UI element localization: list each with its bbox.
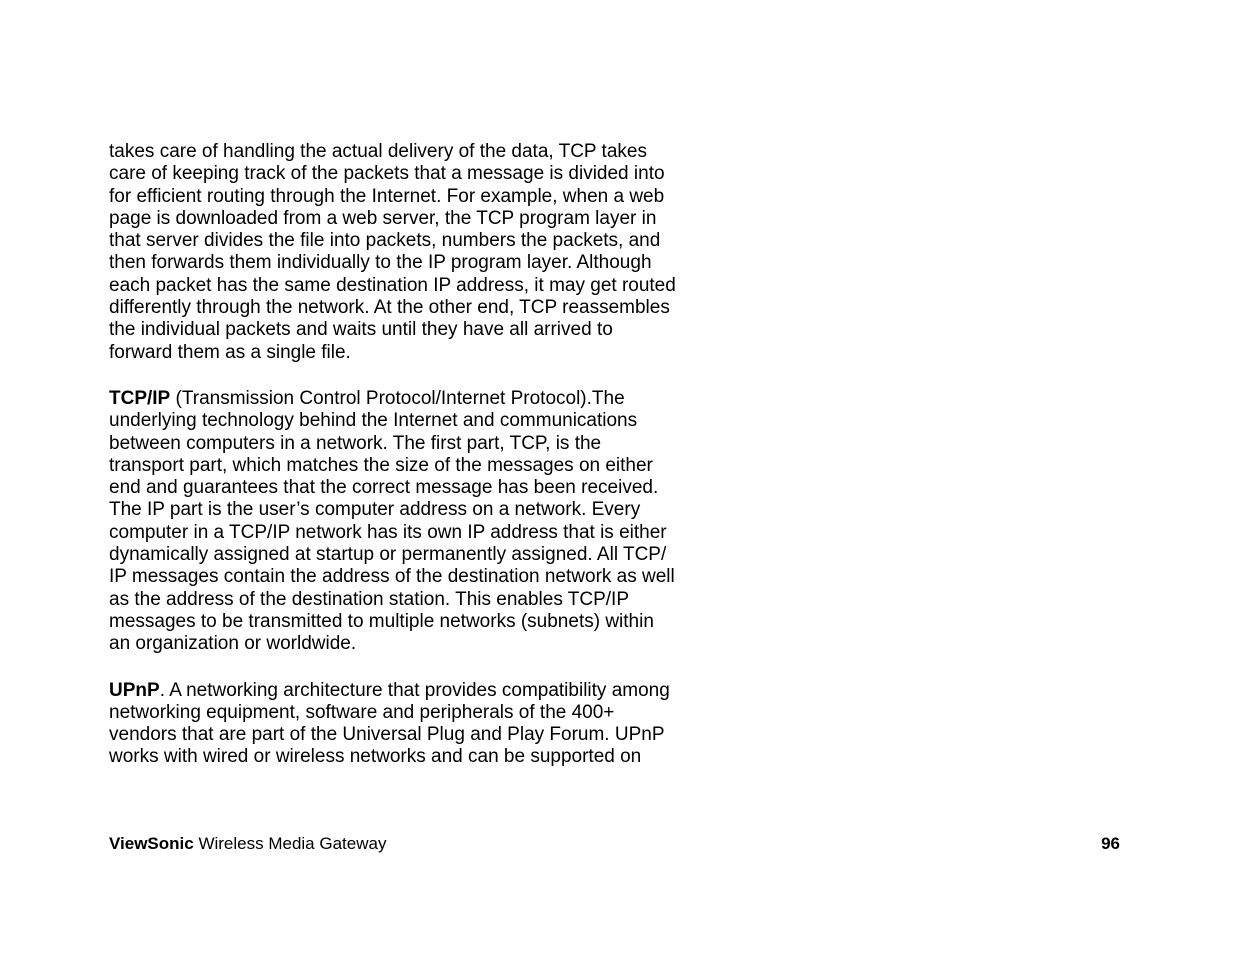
text-line: an organization or worldwide.: [109, 633, 357, 655]
text-line: end and guarantees that the correct message has been received.: [109, 477, 659, 499]
text-line: then forwards them individually to the IP program layer. Although: [109, 252, 652, 274]
document-body: [109, 141, 709, 793]
text-line: [109, 680, 709, 702]
paragraph-tcp-ip: [109, 388, 709, 656]
glossary-term: UPnP: [109, 679, 160, 701]
page-footer: [109, 833, 1120, 855]
glossary-term: TCP/IP: [109, 387, 171, 409]
paragraph-tcp-continued: [109, 141, 709, 364]
text-line: for efficient routing through the Internet. For example, when a web: [109, 185, 665, 207]
definition-text: (Transmission Control Protocol/Internet Protocol).The: [170, 387, 625, 409]
text-line: vendors that are part of the Universal Plug and Play Forum. UPnP: [109, 724, 665, 746]
text-line: page is downloaded from a web server, the TCP program layer in: [109, 207, 657, 229]
text-line: dynamically assigned at startup or permanently assigned. All TCP/: [109, 544, 667, 566]
text-line: takes care of handling the actual delivery of the data, TCP takes: [109, 141, 647, 162]
footer-product: Wireless Media Gateway: [193, 834, 387, 853]
text-line: each packet has the same destination IP address, it may get routed: [109, 274, 676, 296]
definition-text: . A networking architecture that provides compatibility among: [159, 679, 670, 701]
text-line: the individual packets and waits until they have all arrived to: [109, 319, 613, 341]
text-line: works with wired or wireless networks and can be supported on: [109, 746, 642, 768]
text-line: forward them as a single file.: [109, 341, 351, 363]
text-line: underlying technology behind the Internet and communications: [109, 410, 638, 432]
text-line: messages to be transmitted to multiple networks (subnets) within: [109, 610, 654, 632]
text-line: transport part, which matches the size of the messages on either: [109, 454, 653, 476]
paragraph-upnp: [109, 680, 709, 769]
footer-brand: ViewSonic: [109, 834, 194, 853]
text-line: [109, 388, 709, 410]
text-line: care of keeping track of the packets that a message is divided into: [109, 163, 665, 185]
text-line: IP messages contain the address of the destination network as well: [109, 566, 675, 588]
text-line: as the address of the destination station. This enables TCP/IP: [109, 588, 629, 610]
text-line: that server divides the file into packets, numbers the packets, and: [109, 230, 661, 252]
page-number: 96: [1101, 834, 1120, 853]
text-line: networking equipment, software and peripherals of the 400+: [109, 701, 615, 723]
text-line: computer in a TCP/IP network has its own IP address that is either: [109, 521, 667, 543]
text-line: differently through the network. At the other end, TCP reassembles: [109, 297, 670, 319]
text-line: The IP part is the user’s computer address on a network. Every: [109, 499, 641, 521]
text-line: between computers in a network. The first part, TCP, is the: [109, 432, 602, 454]
